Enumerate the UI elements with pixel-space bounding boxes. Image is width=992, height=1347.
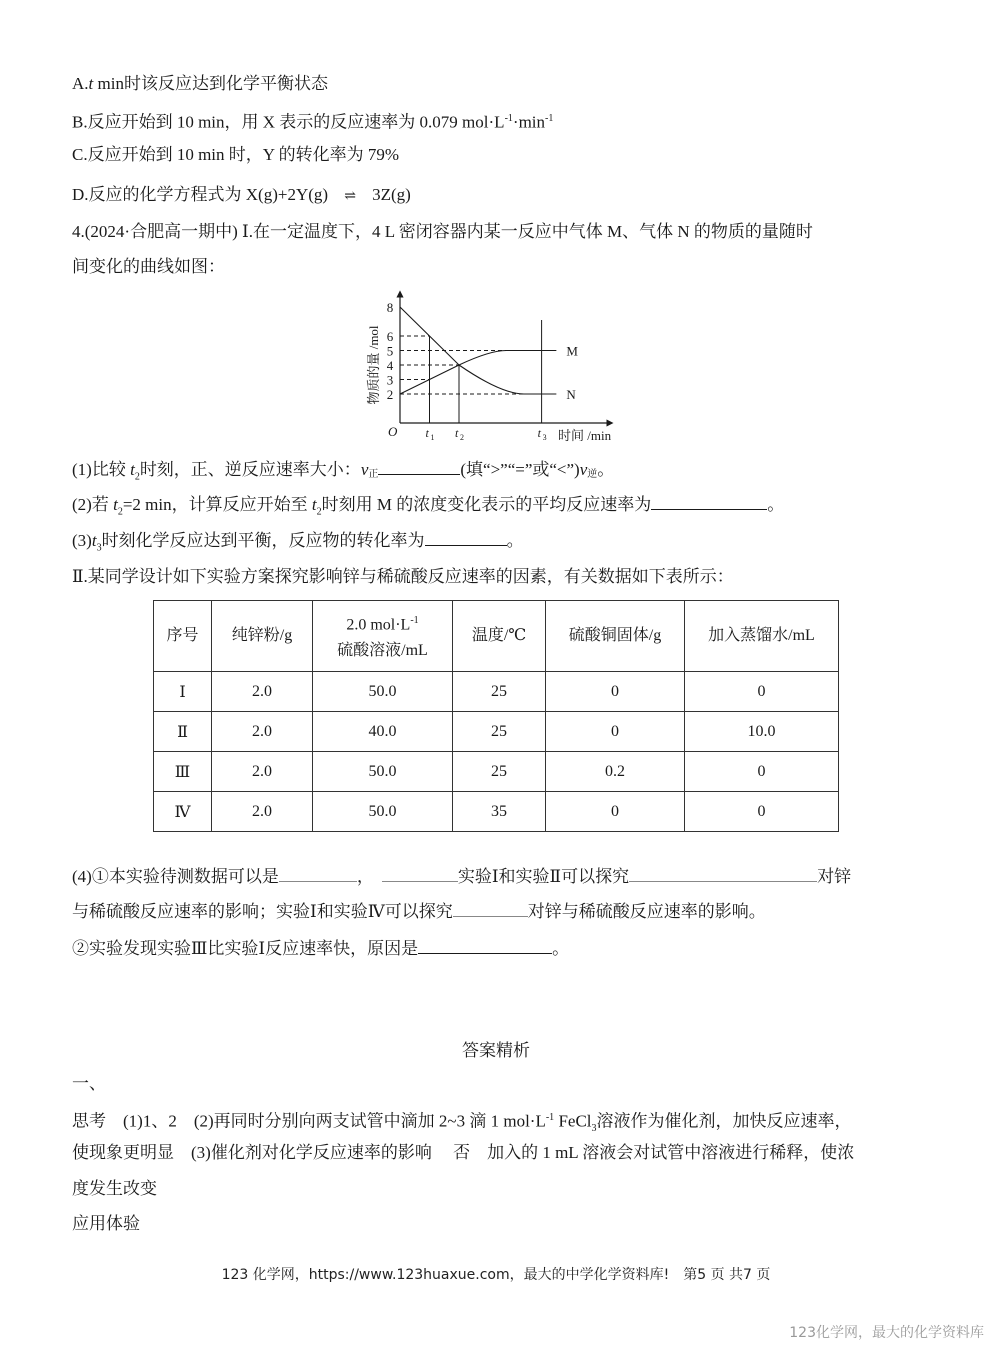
answer-blank-4b[interactable] — [382, 865, 458, 882]
subscript: 逆 — [587, 469, 598, 480]
series-label-M: M — [566, 343, 578, 359]
table-row — [154, 672, 839, 712]
table-cell: 2.0 — [212, 712, 313, 752]
text: 实验Ⅰ和实验Ⅱ可以探究 — [457, 867, 630, 886]
table-cell: 0 — [546, 672, 685, 712]
subquestion-1 — [72, 458, 614, 489]
text: 。 — [552, 939, 570, 958]
option-a-prefix: A. — [72, 74, 89, 93]
table-cell: 2.0 — [212, 752, 313, 792]
table-cell: 50.0 — [313, 792, 453, 832]
text: (填“>”“=”或“<”) — [460, 460, 580, 479]
header-text: 2.0 mol·L — [346, 616, 411, 634]
series-label-N: N — [566, 387, 576, 402]
text: 思考 (1)1、2 (2)再同时分别向两支试管中滴加 2~3 滴 1 mol·L — [72, 1111, 546, 1131]
text: t — [311, 495, 317, 514]
equilibrium-arrow-icon: ⇌ — [344, 189, 356, 204]
table-cell: 35 — [453, 792, 546, 832]
answer-line2: 使现象更明显 (3)催化剂对化学反应速率的影响 否 加入的 1 mL 溶液会对试管中溶液进行稀释，使浓 — [72, 1143, 855, 1162]
q4-line2 — [72, 900, 766, 924]
x-tick-label: t — [537, 426, 541, 440]
text: 溶液作为催化剂，加快反应速率， — [596, 1111, 852, 1131]
answer-blank-4e[interactable] — [418, 937, 552, 954]
text: 时刻，正、逆反应速率大小： — [139, 460, 361, 479]
option-a-var: t — [88, 74, 94, 93]
x-tick-label: t — [425, 426, 429, 440]
q4-line1 — [72, 865, 851, 889]
y-axis-label: 物质的量 /mol — [366, 325, 381, 405]
table-cell: 25 — [453, 712, 546, 752]
text: 。 — [767, 495, 785, 514]
text: t — [130, 460, 135, 479]
subscript: 2 — [117, 506, 123, 518]
superscript: -1 — [504, 113, 513, 124]
text: (3) — [72, 531, 92, 550]
table-row — [154, 752, 839, 792]
table-cell: 2.0 — [212, 792, 313, 832]
text: v — [360, 460, 369, 479]
x-axis-label: 时间 /min — [558, 428, 612, 443]
option-a — [72, 72, 328, 96]
table-cell: Ⅰ — [154, 672, 212, 712]
subscript: 2 — [316, 506, 322, 518]
y-tick-label: 3 — [386, 372, 394, 388]
watermark: 123化学网，最大的化学资料库 — [789, 1325, 984, 1341]
option-d-text: D.反应的化学方程式为 X(g)+2Y(g) — [72, 185, 329, 204]
subscript: 3 — [96, 542, 102, 554]
text: 。 — [506, 531, 524, 550]
origin-label: O — [388, 424, 398, 439]
option-b — [72, 107, 553, 135]
option-b-unit: ·min — [512, 112, 546, 132]
answer-blank-4a[interactable] — [279, 865, 357, 882]
x-tick-subscript: 2 — [460, 433, 464, 442]
answer-title: 答案精析 — [462, 1041, 530, 1060]
y-tick-label: 2 — [386, 387, 394, 402]
y-tick-label: 6 — [386, 329, 394, 344]
table-cell: 50.0 — [313, 752, 453, 792]
x-tick-subscript: 3 — [542, 433, 547, 442]
x-tick-subscript: 1 — [430, 433, 435, 442]
page-footer: 123 化学网，https://www.123huaxue.com，最大的中学化学资料库! 第5 页 共7 页 — [221, 1267, 771, 1283]
answer-blank-2[interactable] — [651, 493, 767, 510]
answer-line3: 度发生改变 — [72, 1179, 157, 1198]
subquestion-2 — [72, 493, 784, 524]
text: (2)若 — [72, 495, 114, 514]
experiment-table — [153, 600, 839, 832]
subscript: 3 — [591, 1123, 597, 1135]
amount-time-chart — [360, 290, 640, 450]
table-cell: 0 — [546, 792, 685, 832]
answer-line1 — [72, 1106, 852, 1141]
part2-intro: Ⅱ.某同学设计如下实验方案探究影响锌与稀硫酸反应速率的因素，有关数据如下表所示： — [72, 567, 734, 586]
text: v — [579, 460, 588, 479]
answer-blank-4c[interactable] — [629, 865, 817, 882]
header-cell: 温度/℃ — [453, 601, 546, 672]
option-b-text: B.反应开始到 10 min，用 X 表示的反应速率为 0.079 mol·L — [72, 112, 505, 132]
text: ， — [356, 867, 374, 886]
header-cell — [313, 601, 453, 672]
answer-blank-3[interactable] — [425, 529, 507, 546]
table-header-row — [154, 601, 839, 672]
table-row — [154, 712, 839, 752]
subscript: 2 — [134, 471, 140, 483]
y-tick-label: 4 — [386, 358, 394, 373]
q4-line3 — [72, 937, 569, 961]
table-cell: 2.0 — [212, 672, 313, 712]
header-text: 硫酸溶液/mL — [337, 642, 428, 660]
text: ②实验发现实验Ⅲ比实验Ⅰ反应速率快，原因是 — [72, 939, 419, 958]
text: 对锌与稀硫酸反应速率的影响。 — [527, 902, 766, 921]
superscript: -1 — [545, 1112, 555, 1123]
table-cell: 0.2 — [546, 752, 685, 792]
table-cell: Ⅱ — [154, 712, 212, 752]
table-row — [154, 792, 839, 832]
y-tick-label: 8 — [386, 300, 394, 315]
table-cell: Ⅳ — [154, 792, 212, 832]
superscript: -1 — [545, 113, 554, 124]
answer-blank-1[interactable] — [378, 458, 460, 475]
header-cell: 硫酸铜固体/g — [546, 601, 685, 672]
series-line-M — [400, 351, 556, 395]
answer-blank-4d[interactable] — [453, 900, 528, 917]
table-cell: 40.0 — [313, 712, 453, 752]
table-cell: 0 — [685, 752, 839, 792]
question4-line1: 4.(2024·合肥高一期中) Ⅰ.在一定温度下，4 L 密闭容器内某一反应中气体 M、气体 N 的物质的量随时 — [72, 222, 813, 241]
table-cell: 0 — [546, 712, 685, 752]
subquestion-3 — [72, 529, 524, 560]
y-tick-label: 5 — [386, 343, 394, 359]
answer-line4: 应用体验 — [72, 1214, 140, 1233]
text: 时刻用 M 的浓度变化表示的平均反应速率为 — [321, 495, 652, 514]
text: 时刻化学反应达到平衡，反应物的转化率为 — [101, 531, 425, 550]
text: =2 min，计算反应开始至 — [122, 495, 312, 514]
text: (4)①本实验待测数据可以是 — [72, 867, 279, 886]
text: 与稀硫酸反应速率的影响；实验Ⅰ和实验Ⅳ可以探究 — [72, 902, 453, 921]
option-a-text: min时该反应达到化学平衡状态 — [93, 74, 328, 93]
table-cell: 25 — [453, 672, 546, 712]
option-c: C.反应开始到 10 min 时，Y 的转化率为 79% — [72, 145, 400, 164]
text: 对锌 — [817, 867, 852, 886]
text: FeCl — [554, 1111, 592, 1131]
table-cell: Ⅲ — [154, 752, 212, 792]
option-d-product: 3Z(g) — [372, 185, 411, 204]
text: (1)比较 — [72, 460, 131, 479]
text: t — [91, 531, 97, 550]
subscript: 正 — [368, 469, 379, 480]
option-d — [72, 183, 411, 209]
header-cell: 序号 — [154, 601, 212, 672]
table-cell: 25 — [453, 752, 546, 792]
answer-section: 一、 — [72, 1074, 106, 1093]
text: 。 — [597, 460, 615, 479]
header-cell: 加入蒸馏水/mL — [685, 601, 839, 672]
text: t — [113, 495, 118, 514]
question4-line2: 间变化的曲线如图： — [72, 257, 225, 276]
table-cell: 50.0 — [313, 672, 453, 712]
header-cell: 纯锌粉/g — [212, 601, 313, 672]
table-cell: 10.0 — [685, 712, 839, 752]
superscript: -1 — [410, 614, 419, 626]
table-cell: 0 — [685, 792, 839, 832]
table-cell: 0 — [685, 672, 839, 712]
x-tick-label: t — [455, 426, 459, 440]
